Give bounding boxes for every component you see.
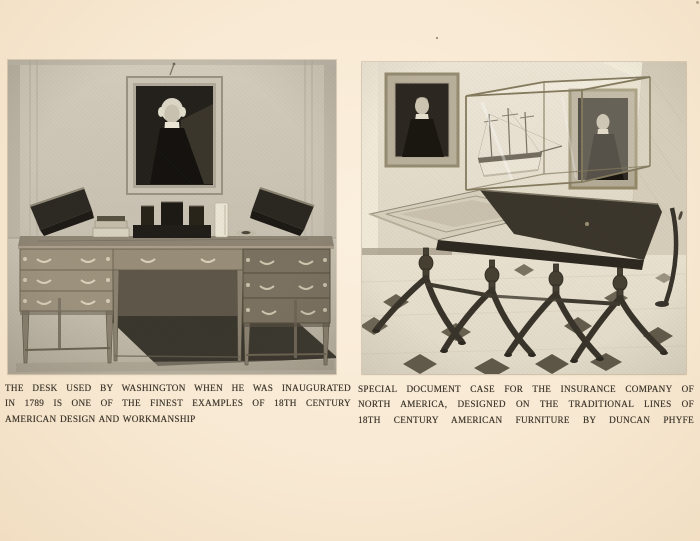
document-case-illustration (362, 62, 686, 374)
photo-vignette (362, 62, 686, 374)
document-case-caption (358, 382, 694, 428)
washington-desk-photo (8, 60, 336, 374)
caption-line: IN 1789 IS ONE OF THE FINEST EXAMPLES OF 18TH CENTURY (5, 398, 351, 409)
caption-line: AMERICAN DESIGN AND WORKMANSHIP (5, 413, 196, 424)
caption-line: SPECIAL DOCUMENT CASE FOR THE INSURANCE COMPANY OF (358, 384, 694, 394)
caption-line: NORTH AMERICA, DESIGNED ON THE TRADITIONAL LINES OF (358, 399, 694, 410)
washington-desk-illustration (8, 60, 336, 374)
photo-vignette (8, 60, 336, 374)
document-case-photo (362, 62, 686, 374)
dust-speck (696, 1, 699, 4)
washington-desk-caption (5, 381, 351, 427)
dust-speck (436, 37, 438, 39)
caption-line: 18TH CENTURY AMERICAN FURNITURE BY DUNCAN PHYFE (358, 414, 694, 425)
caption-line: THE DESK USED BY WASHINGTON WHEN HE WAS INAUGURATED (5, 383, 351, 393)
